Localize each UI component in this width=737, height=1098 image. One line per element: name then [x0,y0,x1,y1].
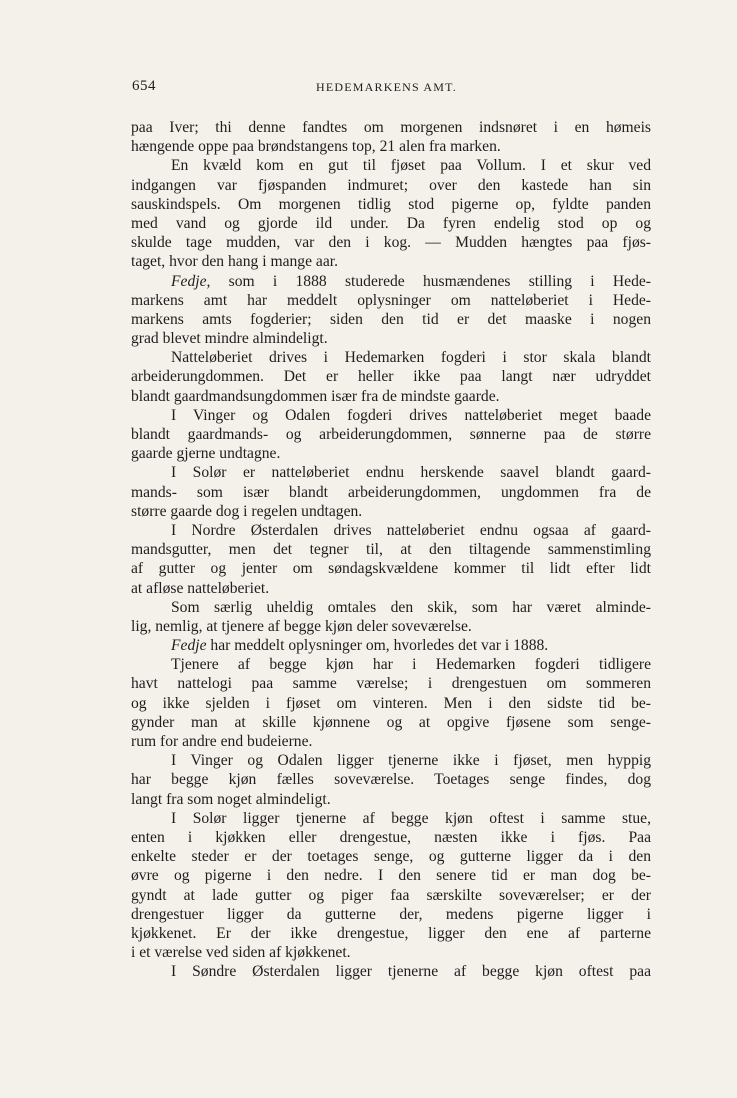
text-line [131,617,651,636]
text-line [131,694,651,713]
text-line [131,905,651,924]
line-text: markens amt har meddelt oplysninger om natteløberiet i Hede- [131,291,651,309]
text-line [131,828,651,847]
line-text: mandsgutter, men det tegner til, at den tiltagende sammenstimling [131,541,651,559]
line-text: havt nattelogi paa samme værelse; i drengestuen om sommeren [131,675,651,693]
line-text: grad blevet mindre almindeligt. [131,330,328,348]
text-line [131,559,651,578]
line-text: hængende oppe paa brøndstangens top, 21 alen fra marken. [131,138,501,156]
text-line [131,463,651,482]
line-text: af gutter og jenter om søndagskvældene kommer til lidt efter lidt [131,560,651,578]
line-text: har begge kjøn fælles soveværelse. Toetages senge findes, dog [131,771,651,789]
text-line [131,943,651,962]
line-text: i et værelse ved siden af kjøkkenet. [131,944,351,962]
line-text: sauskindspels. Om morgenen tidlig stod pigerne op, fyldte panden [131,195,651,213]
line-text: Tjenere af begge kjøn har i Hedemarken fogderi tidligere [171,656,651,674]
line-text: som i 1888 studerede husmændenes stilling i Hede- [210,272,651,290]
line-text: Natteløberiet drives i Hedemarken fogderi i stor skala blandt [171,349,651,367]
text-line [131,483,651,502]
paragraph [131,156,651,271]
line-text: I Solør er natteløberiet endnu herskende saavel blandt gaard- [171,464,651,482]
text-line [131,655,651,674]
paragraph [131,118,651,156]
line-text: paa Iver; thi denne fandtes om morgenen indsnøret i en hømeis [131,119,651,136]
text-line [131,272,651,291]
text-line [131,502,651,521]
italic-name: Fedje [171,637,207,655]
line-text: gynder man at skille kjønnene og at opgive fjøsene som senge- [131,713,651,731]
text-line [131,118,651,137]
paragraph [131,655,651,751]
line-text: markens amts fogderier; siden den tid er det maaske i nogen [131,310,651,328]
line-text: enten i kjøkken eller drengestue, næsten ikke i fjøs. Paa [131,828,651,846]
text-line [131,444,651,463]
line-text: med vand og gjorde ild under. Da fyren endelig stod op og [131,214,651,232]
line-text: langt fra som noget almindeligt. [131,790,331,808]
line-text: gyndt at lade gutter og piger faa særskilte soveværelser; er der [131,886,651,904]
line-text: mands- som især blandt arbeiderungdommen, ungdommen fra de [131,483,651,501]
text-line [131,233,651,252]
text-line [131,751,651,770]
line-text: Som særlig uheldig omtales den skik, som har været alminde- [171,598,651,616]
paragraph [131,809,651,963]
text-line [131,579,651,598]
text-line [131,291,651,310]
line-text: rum for andre end budeierne. [131,733,313,750]
text-line [131,770,651,789]
italic-name: Fedje, [171,272,211,290]
line-text: I Nordre Østerdalen drives natteløberiet endnu ogsaa af gaard- [171,521,651,539]
paragraph [131,598,651,636]
line-text: indgangen var fjøspanden indmuret; over den kastede han sin [131,176,651,194]
line-text: øvre og pigerne i den nedre. I den senere tid er man dog be- [131,867,651,885]
line-text: I Solør ligger tjenerne af begge kjøn oftest i samme stue, [171,809,651,827]
text-line [131,387,651,406]
body-text [131,118,651,981]
paragraph [131,463,651,521]
text-line [131,329,651,348]
paragraph [131,348,651,406]
line-text: En kvæld kom en gut til fjøset paa Vollum. I et skur ved [171,157,651,175]
line-text: arbeiderungdommen. Det er heller ikke paa langt nær udryddet [131,368,651,386]
line-text: større gaarde dog i regelen undtagen. [131,502,363,520]
line-text: blandt gaardmands- og arbeiderungdommen, sønnerne paa de større [131,426,651,443]
text-line [131,809,651,828]
line-text: og ikke sjelden i fjøset om vinteren. Men i den sidste tid be- [131,694,651,712]
text-line [131,214,651,233]
text-line [131,866,651,885]
line-text: kjøkkenet. Er der ikke drengestue, ligger den ene af parterne [131,924,651,942]
text-line [131,790,651,809]
paragraph [131,272,651,349]
running-title: HEDEMARKENS AMT. [316,80,457,94]
text-line [131,195,651,214]
page-header [132,78,652,100]
text-line [131,847,651,866]
text-line [131,367,651,386]
line-text: lig, nemlig, at tjenere af begge kjøn deler soveværelse. [131,617,472,635]
text-line [131,598,651,617]
line-text: I Søndre Østerdalen ligger tjenerne af begge kjøn oftest paa [171,963,651,981]
text-line [131,406,651,425]
text-line [131,636,651,655]
text-line [131,886,651,905]
line-text: taget, hvor den hang i mange aar. [131,253,338,271]
text-line [131,252,651,271]
line-text: gaarde gjerne undtagne. [131,445,281,463]
text-line [131,176,651,195]
text-line [131,540,651,559]
text-line [131,962,651,981]
line-text: I Vinger og Odalen ligger tjenerne ikke i fjøset, men hyppig [171,752,651,770]
text-line [131,674,651,693]
text-line [131,156,651,175]
paragraph [131,406,651,464]
line-text: at afløse natteløberiet. [131,579,270,597]
paragraph [131,521,651,598]
text-line [131,924,651,943]
text-line [131,310,651,329]
text-line [131,425,651,444]
paragraph [131,751,651,809]
page-number: 654 [132,78,156,94]
text-line [131,521,651,540]
line-text: blandt gaardmandsungdommen især fra de mindste gaarde. [131,387,500,405]
line-text: I Vinger og Odalen fogderi drives natteløberiet meget baade [171,406,651,424]
line-text: enkelte steder er der toetages senge, og gutterne ligger da i den [131,848,651,866]
text-line [131,713,651,732]
line-text: har meddelt oplysninger om, hvorledes det var i 1888. [206,637,549,655]
text-line [131,348,651,367]
line-text: drengestuer ligger da gutterne der, medens pigerne ligger i [131,905,651,923]
paragraph [131,962,651,981]
text-line [131,732,651,751]
text-line [131,137,651,156]
paragraph [131,636,651,655]
line-text: skulde tage mudden, var den i kog. — Mudden hængtes paa fjøs- [131,234,651,252]
